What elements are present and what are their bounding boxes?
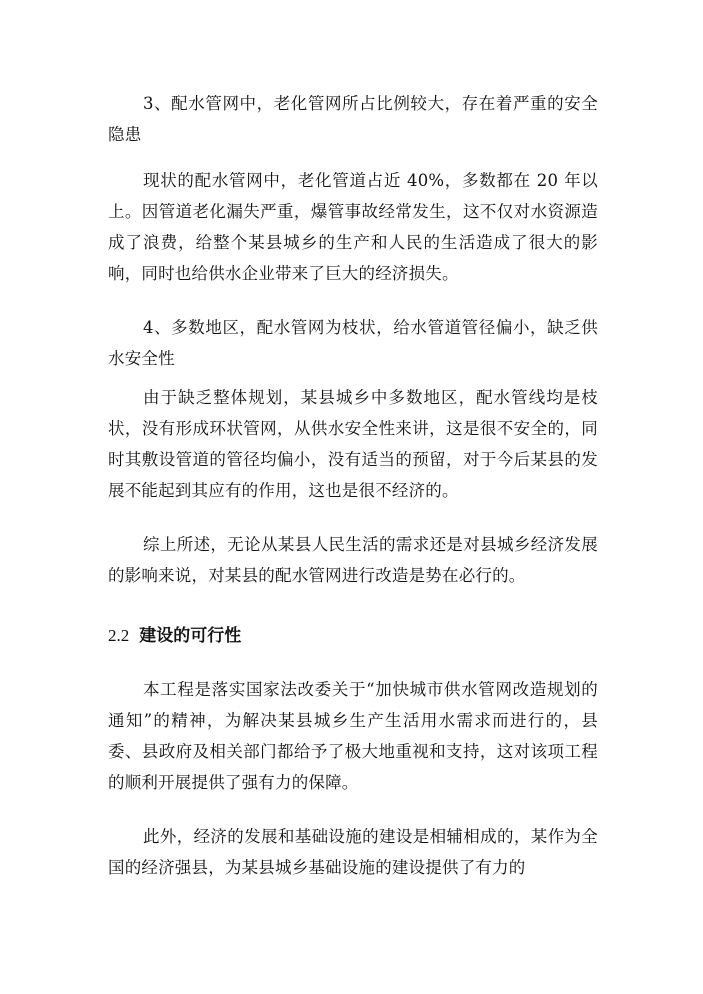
paragraph-economic-support: 此外，经济的发展和基础设施的建设是相辅相成的，某作为全国的经济强县，为某县城乡基础设施的建设提供了有力的 (108, 827, 598, 877)
section-heading (108, 621, 598, 651)
paragraph-branch-network: 由于缺乏整体规划，某县城乡中多数地区，配水管线均是枝状，没有形成环状管网，从供水安全性来讲，这是很不安全的，同时其敷设管道的管径均偏小，没有适当的预留，对于今后某县的发展不能起到其应有的作用，这也是很不经济的。 (108, 388, 598, 500)
paragraph-aging-pipes: 现状的配水管网中，老化管道占近 40%，多数都在 20 年以上。因管道老化漏失严重，爆管事故经常发生，这不仅对水资源造成了浪费，给整个某县城乡的生产和人民的生活造成了很大的影响，同时也给供水企业带来了巨大的经济损失。 (108, 171, 598, 283)
paragraph-project-basis: 本工程是落实国家法改委关于“加快城市供水管网改造规划的通知”的精神，为解决某县城乡生产生活用水需求而进行的，县委、县政府及相关部门都给予了极大地重视和支持，这对该项工程的顺利开展提供了强有力的保障。 (108, 680, 598, 792)
paragraph-summary: 综上所述，无论从某县人民生活的需求还是对县城乡经济发展的影响来说，对某县的配水管网进行改造是势在必行的。 (108, 535, 598, 585)
section-title: 建设的可行性 (139, 626, 242, 646)
paragraph-item-4-heading: 4、多数地区，配水管网为枝状，给水管道管径偏小，缺乏供水安全性 (108, 318, 598, 368)
paragraph-item-3-heading: 3、配水管网中，老化管网所占比例较大，存在着严重的安全隐患 (108, 94, 598, 144)
section-number: 2.2 (108, 626, 130, 645)
